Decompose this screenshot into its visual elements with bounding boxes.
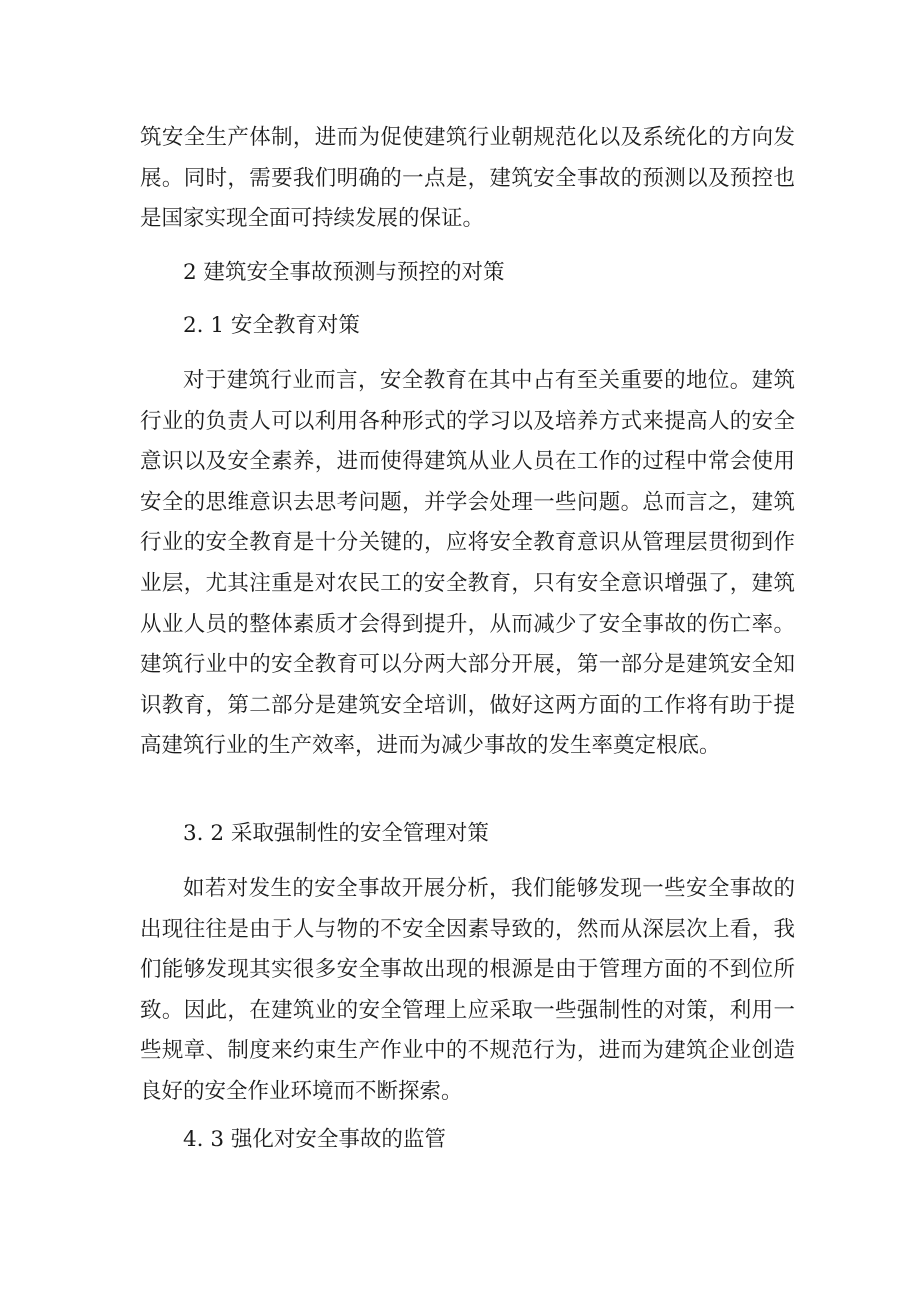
section-2-1-heading: 2. 1 安全教育对策	[183, 313, 360, 338]
section-3-2-paragraph: 如若对发生的安全事故开展分析，我们能够发现一些安全事故的出现往往是由于人与物的不安全因素导致的，然而从深层次上看，我们能够发现其实很多安全事故出现的根源是由于管理方面的不到位所致。因此，在建筑业的安全管理上应采取一些强制性的对策，利用一些规章、制度来约束生产作业中的不规范行为，进而为建筑企业创造良好的安全作业环境而不断探索。	[140, 876, 795, 1104]
section-2-1-paragraph: 对于建筑行业而言，安全教育在其中占有至关重要的地位。建筑行业的负责人可以利用各种形式的学习以及培养方式来提高人的安全意识以及安全素养，进而使得建筑从业人员在工作的过程中常会使用安全的思维意识去思考问题，并学会处理一些问题。总而言之，建筑行业的安全教育是十分关键的，应将安全教育意识从管理层贯彻到作业层，尤其注重是对农民工的安全教育，只有安全意识增强了，建筑从业人员的整体素质才会得到提升，从而减少了安全事故的伤亡率。建筑行业中的安全教育可以分两大部分开展，第一部分是建筑安全知识教育，第二部分是建筑安全培训，做好这两方面的工作将有助于提高建筑行业的生产效率，进而为减少事故的发生率奠定根底。	[140, 368, 795, 759]
section-2-heading: 2 建筑安全事故预测与预控的对策	[183, 260, 505, 285]
section-3-2-heading: 3. 2 采取强制性的安全管理对策	[183, 821, 489, 846]
section-4-3-heading: 4. 3 强化对安全事故的监管	[183, 1127, 446, 1152]
intro-paragraph: 筑安全生产体制，进而为促使建筑行业朝规范化以及系统化的方向发展。同时，需要我们明确的一点是，建筑安全事故的预测以及预控也是国家实现全面可持续发展的保证。	[140, 125, 795, 232]
